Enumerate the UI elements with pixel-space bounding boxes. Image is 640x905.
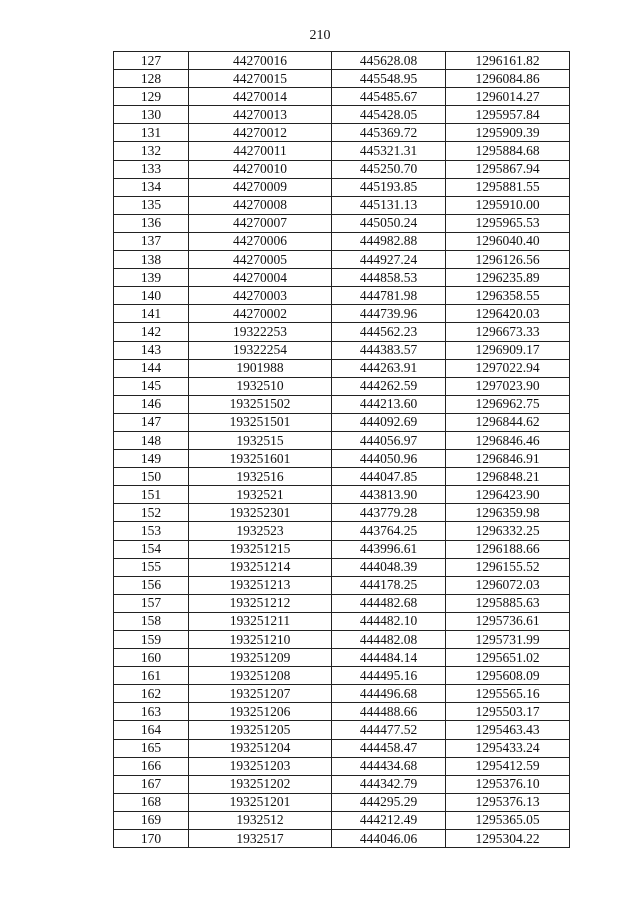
y-coordinate-cell: 1296161.82 (446, 52, 570, 70)
row-number-cell: 162 (114, 685, 189, 703)
row-number-cell: 145 (114, 377, 189, 395)
point-id-cell: 1932516 (189, 468, 332, 486)
row-number-cell: 154 (114, 540, 189, 558)
x-coordinate-cell: 444496.68 (332, 685, 446, 703)
row-number-cell: 163 (114, 703, 189, 721)
point-id-cell: 193251202 (189, 775, 332, 793)
point-id-cell: 193251213 (189, 576, 332, 594)
x-coordinate-cell: 444047.85 (332, 468, 446, 486)
point-id-cell: 193251502 (189, 395, 332, 413)
x-coordinate-cell: 445485.67 (332, 88, 446, 106)
x-coordinate-cell: 444046.06 (332, 830, 446, 848)
x-coordinate-cell: 443996.61 (332, 540, 446, 558)
y-coordinate-cell: 1295867.94 (446, 160, 570, 178)
y-coordinate-cell: 1295965.53 (446, 214, 570, 232)
row-number-cell: 148 (114, 431, 189, 449)
row-number-cell: 169 (114, 811, 189, 829)
x-coordinate-cell: 445050.24 (332, 214, 446, 232)
x-coordinate-cell: 445131.13 (332, 196, 446, 214)
table-row (114, 522, 570, 540)
row-number-cell: 156 (114, 576, 189, 594)
row-number-cell: 149 (114, 450, 189, 468)
y-coordinate-cell: 1297022.94 (446, 359, 570, 377)
table-row (114, 468, 570, 486)
y-coordinate-cell: 1296909.17 (446, 341, 570, 359)
table-row (114, 649, 570, 667)
x-coordinate-cell: 444342.79 (332, 775, 446, 793)
point-id-cell: 193251207 (189, 685, 332, 703)
row-number-cell: 147 (114, 413, 189, 431)
point-id-cell: 44270002 (189, 305, 332, 323)
y-coordinate-cell: 1295909.39 (446, 124, 570, 142)
point-id-cell: 193251210 (189, 631, 332, 649)
x-coordinate-cell: 444458.47 (332, 739, 446, 757)
table-row (114, 685, 570, 703)
x-coordinate-cell: 445369.72 (332, 124, 446, 142)
table-row (114, 811, 570, 829)
table-row (114, 359, 570, 377)
x-coordinate-cell: 444482.10 (332, 612, 446, 630)
table-row (114, 757, 570, 775)
y-coordinate-cell: 1295608.09 (446, 667, 570, 685)
x-coordinate-cell: 444295.29 (332, 793, 446, 811)
table-row (114, 70, 570, 88)
table-row (114, 395, 570, 413)
table-row (114, 106, 570, 124)
y-coordinate-cell: 1296962.75 (446, 395, 570, 413)
point-id-cell: 44270016 (189, 52, 332, 70)
point-id-cell: 44270015 (189, 70, 332, 88)
y-coordinate-cell: 1295433.24 (446, 739, 570, 757)
x-coordinate-cell: 444178.25 (332, 576, 446, 594)
x-coordinate-cell: 445193.85 (332, 178, 446, 196)
table-row (114, 431, 570, 449)
y-coordinate-cell: 1295731.99 (446, 631, 570, 649)
row-number-cell: 153 (114, 522, 189, 540)
point-id-cell: 1932523 (189, 522, 332, 540)
point-id-cell: 19322254 (189, 341, 332, 359)
table-row (114, 703, 570, 721)
table-row (114, 88, 570, 106)
row-number-cell: 166 (114, 757, 189, 775)
y-coordinate-cell: 1296235.89 (446, 269, 570, 287)
x-coordinate-cell: 444263.91 (332, 359, 446, 377)
point-id-cell: 1901988 (189, 359, 332, 377)
y-coordinate-cell: 1295463.43 (446, 721, 570, 739)
row-number-cell: 130 (114, 106, 189, 124)
x-coordinate-cell: 445250.70 (332, 160, 446, 178)
point-id-cell: 193251204 (189, 739, 332, 757)
point-id-cell: 44270014 (189, 88, 332, 106)
row-number-cell: 150 (114, 468, 189, 486)
table-row (114, 178, 570, 196)
table-row (114, 504, 570, 522)
x-coordinate-cell: 444048.39 (332, 558, 446, 576)
x-coordinate-cell: 445628.08 (332, 52, 446, 70)
x-coordinate-cell: 444858.53 (332, 269, 446, 287)
y-coordinate-cell: 1296846.46 (446, 431, 570, 449)
table-row (114, 377, 570, 395)
point-id-cell: 193251211 (189, 612, 332, 630)
point-id-cell: 193251203 (189, 757, 332, 775)
table-row (114, 830, 570, 848)
table-row (114, 269, 570, 287)
x-coordinate-cell: 444092.69 (332, 413, 446, 431)
table-row (114, 612, 570, 630)
page-number: 210 (309, 28, 331, 43)
row-number-cell: 164 (114, 721, 189, 739)
x-coordinate-cell: 444477.52 (332, 721, 446, 739)
row-number-cell: 160 (114, 649, 189, 667)
point-id-cell: 44270004 (189, 269, 332, 287)
y-coordinate-cell: 1295365.05 (446, 811, 570, 829)
table-row (114, 558, 570, 576)
y-coordinate-cell: 1297023.90 (446, 377, 570, 395)
x-coordinate-cell: 444434.68 (332, 757, 446, 775)
point-id-cell: 193251208 (189, 667, 332, 685)
point-id-cell: 193251601 (189, 450, 332, 468)
y-coordinate-cell: 1295304.22 (446, 830, 570, 848)
y-coordinate-cell: 1296848.21 (446, 468, 570, 486)
y-coordinate-cell: 1295736.61 (446, 612, 570, 630)
row-number-cell: 137 (114, 232, 189, 250)
point-id-cell: 44270003 (189, 287, 332, 305)
point-id-cell: 193251212 (189, 594, 332, 612)
row-number-cell: 136 (114, 214, 189, 232)
table-row (114, 793, 570, 811)
row-number-cell: 165 (114, 739, 189, 757)
x-coordinate-cell: 444212.49 (332, 811, 446, 829)
point-id-cell: 44270005 (189, 251, 332, 269)
x-coordinate-cell: 444213.60 (332, 395, 446, 413)
row-number-cell: 135 (114, 196, 189, 214)
point-id-cell: 44270008 (189, 196, 332, 214)
row-number-cell: 127 (114, 52, 189, 70)
point-id-cell: 193251214 (189, 558, 332, 576)
row-number-cell: 129 (114, 88, 189, 106)
point-id-cell: 44270011 (189, 142, 332, 160)
row-number-cell: 133 (114, 160, 189, 178)
x-coordinate-cell: 444739.96 (332, 305, 446, 323)
table-row (114, 667, 570, 685)
row-number-cell: 155 (114, 558, 189, 576)
y-coordinate-cell: 1295885.63 (446, 594, 570, 612)
y-coordinate-cell: 1296332.25 (446, 522, 570, 540)
table-row (114, 323, 570, 341)
row-number-cell: 170 (114, 830, 189, 848)
point-id-cell: 19322253 (189, 323, 332, 341)
y-coordinate-cell: 1295503.17 (446, 703, 570, 721)
point-id-cell: 193252301 (189, 504, 332, 522)
y-coordinate-cell: 1296188.66 (446, 540, 570, 558)
x-coordinate-cell: 444050.96 (332, 450, 446, 468)
row-number-cell: 157 (114, 594, 189, 612)
point-id-cell: 193251215 (189, 540, 332, 558)
row-number-cell: 140 (114, 287, 189, 305)
row-number-cell: 168 (114, 793, 189, 811)
y-coordinate-cell: 1296126.56 (446, 251, 570, 269)
y-coordinate-cell: 1295376.10 (446, 775, 570, 793)
row-number-cell: 132 (114, 142, 189, 160)
row-number-cell: 134 (114, 178, 189, 196)
point-id-cell: 44270013 (189, 106, 332, 124)
x-coordinate-cell: 444482.68 (332, 594, 446, 612)
point-id-cell: 1932521 (189, 486, 332, 504)
point-id-cell: 44270009 (189, 178, 332, 196)
point-id-cell: 193251205 (189, 721, 332, 739)
x-coordinate-cell: 444927.24 (332, 251, 446, 269)
y-coordinate-cell: 1295412.59 (446, 757, 570, 775)
x-coordinate-cell: 445548.95 (332, 70, 446, 88)
row-number-cell: 158 (114, 612, 189, 630)
row-number-cell: 131 (114, 124, 189, 142)
row-number-cell: 152 (114, 504, 189, 522)
x-coordinate-cell: 444562.23 (332, 323, 446, 341)
y-coordinate-cell: 1296014.27 (446, 88, 570, 106)
table-row (114, 160, 570, 178)
x-coordinate-cell: 444262.59 (332, 377, 446, 395)
x-coordinate-cell: 444056.97 (332, 431, 446, 449)
row-number-cell: 161 (114, 667, 189, 685)
point-id-cell: 1932517 (189, 830, 332, 848)
point-id-cell: 44270012 (189, 124, 332, 142)
x-coordinate-cell: 444482.08 (332, 631, 446, 649)
table-row (114, 413, 570, 431)
point-id-cell: 1932510 (189, 377, 332, 395)
x-coordinate-cell: 444982.88 (332, 232, 446, 250)
y-coordinate-cell: 1296420.03 (446, 305, 570, 323)
row-number-cell: 141 (114, 305, 189, 323)
x-coordinate-cell: 444484.14 (332, 649, 446, 667)
row-number-cell: 159 (114, 631, 189, 649)
y-coordinate-cell: 1296084.86 (446, 70, 570, 88)
y-coordinate-cell: 1296423.90 (446, 486, 570, 504)
point-id-cell: 44270006 (189, 232, 332, 250)
y-coordinate-cell: 1296040.40 (446, 232, 570, 250)
point-id-cell: 44270007 (189, 214, 332, 232)
y-coordinate-cell: 1295957.84 (446, 106, 570, 124)
y-coordinate-cell: 1295565.16 (446, 685, 570, 703)
table-row (114, 576, 570, 594)
y-coordinate-cell: 1296072.03 (446, 576, 570, 594)
table-row (114, 631, 570, 649)
table-row (114, 341, 570, 359)
table-row (114, 251, 570, 269)
table-row (114, 232, 570, 250)
x-coordinate-cell: 443813.90 (332, 486, 446, 504)
x-coordinate-cell: 444781.98 (332, 287, 446, 305)
point-id-cell: 44270010 (189, 160, 332, 178)
table-row (114, 305, 570, 323)
point-id-cell: 193251201 (189, 793, 332, 811)
y-coordinate-cell: 1296844.62 (446, 413, 570, 431)
row-number-cell: 144 (114, 359, 189, 377)
y-coordinate-cell: 1295651.02 (446, 649, 570, 667)
x-coordinate-cell: 445428.05 (332, 106, 446, 124)
row-number-cell: 151 (114, 486, 189, 504)
point-id-cell: 1932512 (189, 811, 332, 829)
row-number-cell: 139 (114, 269, 189, 287)
y-coordinate-cell: 1296358.55 (446, 287, 570, 305)
y-coordinate-cell: 1295881.55 (446, 178, 570, 196)
table-row (114, 196, 570, 214)
point-id-cell: 193251206 (189, 703, 332, 721)
row-number-cell: 138 (114, 251, 189, 269)
row-number-cell: 142 (114, 323, 189, 341)
table-row (114, 52, 570, 70)
table-row (114, 142, 570, 160)
x-coordinate-cell: 445321.31 (332, 142, 446, 160)
coordinates-table-body (114, 52, 570, 848)
y-coordinate-cell: 1296359.98 (446, 504, 570, 522)
row-number-cell: 167 (114, 775, 189, 793)
y-coordinate-cell: 1296155.52 (446, 558, 570, 576)
y-coordinate-cell: 1295910.00 (446, 196, 570, 214)
x-coordinate-cell: 444495.16 (332, 667, 446, 685)
row-number-cell: 146 (114, 395, 189, 413)
table-row (114, 594, 570, 612)
table-row (114, 124, 570, 142)
x-coordinate-cell: 444488.66 (332, 703, 446, 721)
x-coordinate-cell: 443779.28 (332, 504, 446, 522)
row-number-cell: 143 (114, 341, 189, 359)
table-row (114, 775, 570, 793)
table-row (114, 486, 570, 504)
y-coordinate-cell: 1296846.91 (446, 450, 570, 468)
y-coordinate-cell: 1295884.68 (446, 142, 570, 160)
table-row (114, 287, 570, 305)
table-row (114, 739, 570, 757)
x-coordinate-cell: 444383.57 (332, 341, 446, 359)
point-id-cell: 1932515 (189, 431, 332, 449)
row-number-cell: 128 (114, 70, 189, 88)
y-coordinate-cell: 1296673.33 (446, 323, 570, 341)
table-row (114, 721, 570, 739)
point-id-cell: 193251501 (189, 413, 332, 431)
table-row (114, 540, 570, 558)
x-coordinate-cell: 443764.25 (332, 522, 446, 540)
y-coordinate-cell: 1295376.13 (446, 793, 570, 811)
table-row (114, 450, 570, 468)
coordinates-table (113, 51, 570, 848)
point-id-cell: 193251209 (189, 649, 332, 667)
table-row (114, 214, 570, 232)
